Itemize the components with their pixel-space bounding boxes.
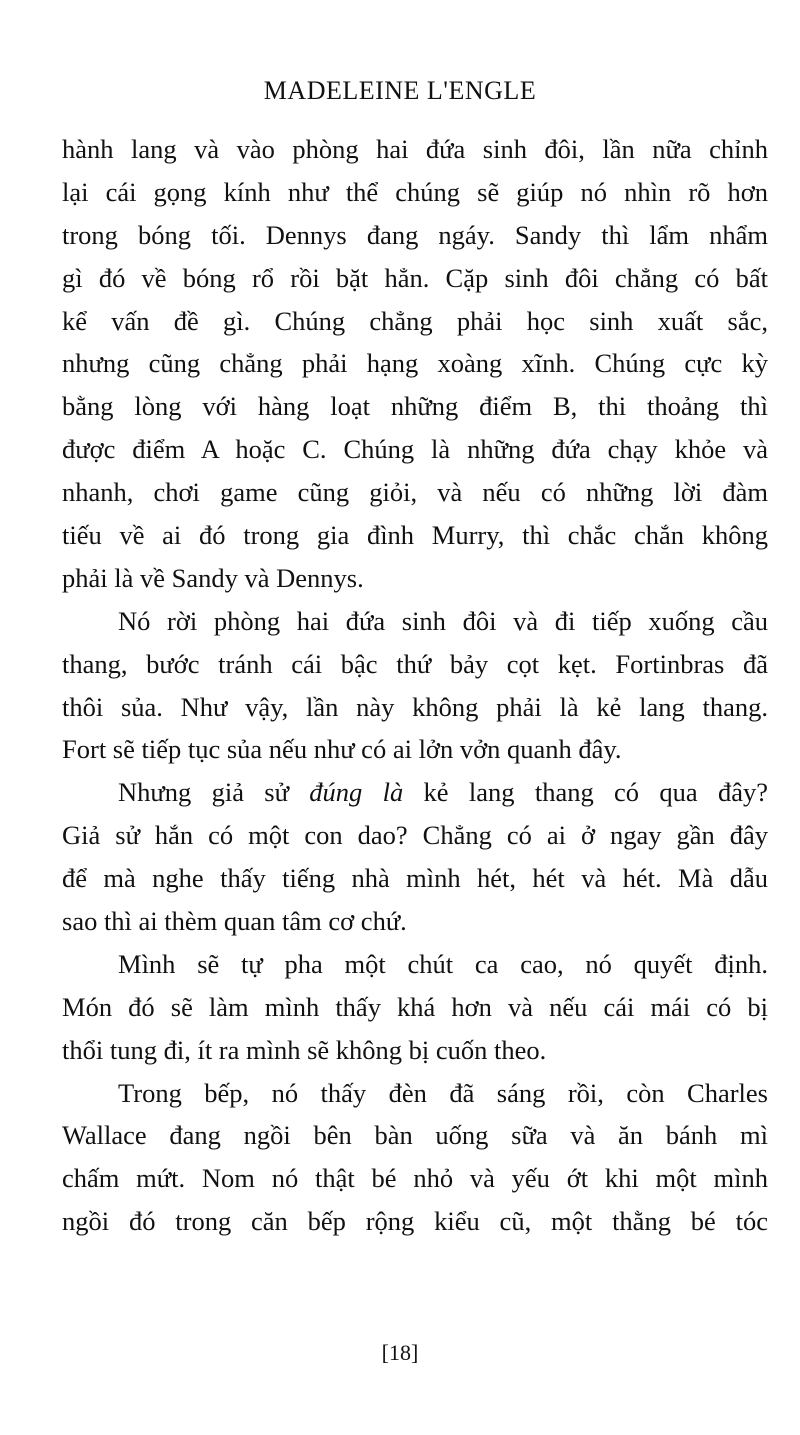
text-line: trong bóng tối. Dennys đang ngáy. Sandy thì lẩm nhẩm xyxy=(62,219,768,250)
text-line: ngồi đó trong căn bếp rộng kiểu cũ, một thằng bé tóc xyxy=(62,1206,768,1237)
text-line: lại cái gọng kính như thể chúng sẽ giúp nó nhìn rõ hơn xyxy=(62,176,768,207)
text-line: thổi tung đi, ít ra mình sẽ không bị cuốn theo. xyxy=(62,1034,547,1065)
text-line: được điểm A hoặc C. Chúng là những đứa chạy khỏe và xyxy=(62,434,768,465)
text-line: Món đó sẽ làm mình thấy khá hơn và nếu cái mái có bị xyxy=(62,991,768,1022)
text-line: bằng lòng với hàng loạt những điểm B, thi thoảng thì xyxy=(62,391,768,422)
text-line xyxy=(62,771,768,814)
text-line: Giả sử hắn có một con dao? Chẳng có ai ở ngay gần đây xyxy=(62,820,768,851)
text-line: để mà nghe thấy tiếng nhà mình hét, hét và hét. Mà dẫu xyxy=(62,863,768,894)
italic-emphasis: đúng là xyxy=(309,777,404,808)
text-line: Wallace đang ngồi bên bàn uống sữa và ăn bánh mì xyxy=(62,1120,768,1151)
text-line: phải là về Sandy và Dennys. xyxy=(62,562,364,593)
text-line: nhanh, chơi game cũng giỏi, và nếu có những lời đàm xyxy=(62,477,768,508)
text-line: Trong bếp, nó thấy đèn đã sáng rồi, còn Charles xyxy=(118,1077,768,1108)
text-line: sao thì ai thèm quan tâm cơ chứ. xyxy=(62,906,407,937)
text-line: hành lang và vào phòng hai đứa sinh đôi, lần nữa chỉnh xyxy=(62,134,768,164)
running-header: MADELEINE L'ENGLE xyxy=(263,76,537,105)
text-line: Mình sẽ tự pha một chút ca cao, nó quyết định. xyxy=(118,948,768,979)
text-span: kẻ lang thang có qua đây? xyxy=(403,777,768,808)
page-number: [18] xyxy=(381,1340,419,1365)
text-line: nhưng cũng chẳng phải hạng xoàng xĩnh. Chúng cực kỳ xyxy=(62,348,768,379)
text-line: Nó rời phòng hai đứa sinh đôi và đi tiếp xuống cầu xyxy=(118,605,768,636)
text-line: thang, bước tránh cái bậc thứ bảy cọt kẹt. Fortinbras đã xyxy=(62,648,768,679)
text-line: kể vấn đề gì. Chúng chẳng phải học sinh xuất sắc, xyxy=(62,305,768,336)
text-line: chấm mứt. Nom nó thật bé nhỏ và yếu ớt khi một mình xyxy=(62,1163,768,1194)
text-span: Nhưng giả sử xyxy=(118,777,310,808)
page-body-text xyxy=(62,128,768,1243)
text-line: tiếu về ai đó trong gia đình Murry, thì chắc chắn không xyxy=(62,520,768,551)
text-line: gì đó về bóng rổ rồi bặt hẳn. Cặp sinh đôi chẳng có bất xyxy=(62,262,768,293)
text-line: Fort sẽ tiếp tục sủa nếu như có ai lởn vởn quanh đây. xyxy=(62,734,622,765)
text-line: thôi sủa. Như vậy, lần này không phải là kẻ lang thang. xyxy=(62,691,768,722)
